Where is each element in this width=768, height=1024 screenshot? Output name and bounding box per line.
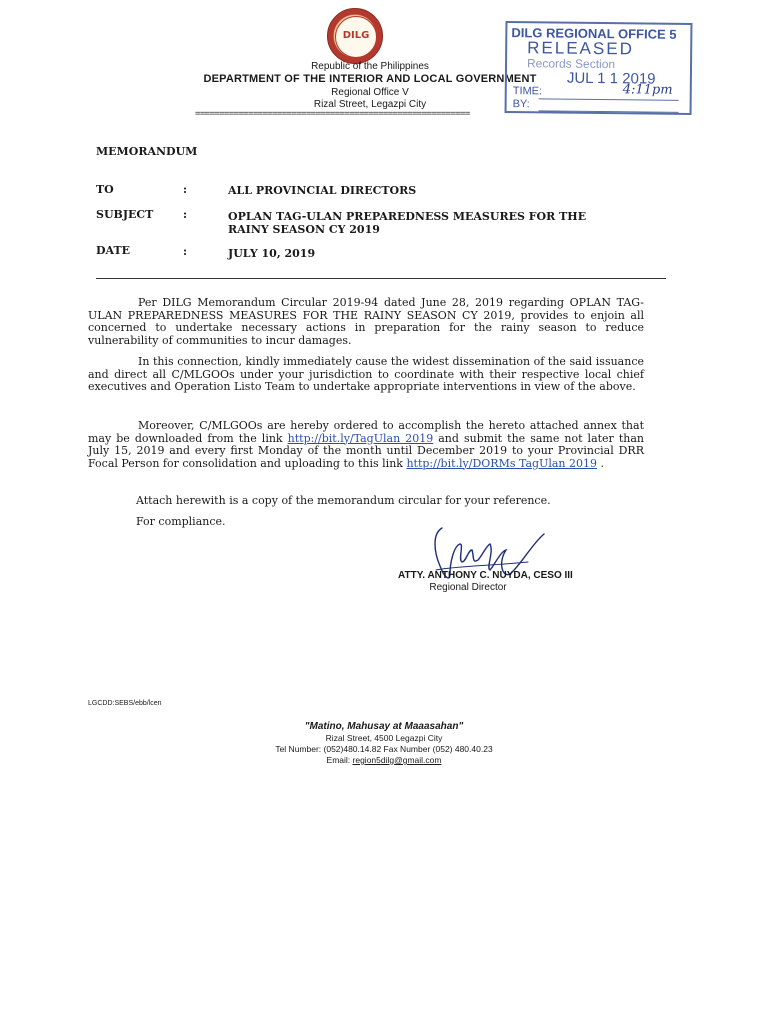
header-department: DEPARTMENT OF THE INTERIOR AND LOCAL GOVERNMENT — [203, 73, 537, 85]
stamp-time-value: 4:11pm — [622, 82, 673, 98]
paragraph-3-text-a: Moreover, C/MLGOOs are hereby ordered to accomplish the hereto attached annex that may be downloaded from the link — [88, 419, 644, 445]
tagulan-link[interactable]: http://bit.ly/TagUlan 2019 — [287, 431, 434, 445]
header-region: Regional Office V — [331, 87, 409, 98]
footer-email-link[interactable]: region5dilg@gmail.com — [352, 755, 442, 765]
subject-label: SUBJECT — [96, 208, 154, 221]
memo-title: MEMORANDUM — [96, 145, 198, 158]
footer-telephone: Tel Number: (052)480.14.82 Fax Number (052) 480.40.23 — [275, 744, 493, 754]
footer-address: Rizal Street, 4500 Legazpi City — [325, 733, 443, 743]
header-divider: ========================================================= — [195, 109, 470, 119]
stamp-date: JUL 1 1 2019 — [566, 69, 656, 88]
stamp-time-line — [539, 98, 679, 100]
footer-email-line — [218, 755, 550, 765]
reference-code: LGCDD:SEBS/ebb/lcen — [88, 700, 162, 707]
footer-email-label: Email: — [326, 755, 353, 765]
dilg-seal-logo — [327, 8, 383, 64]
to-colon: : — [183, 183, 188, 196]
seal-text: DILG — [342, 30, 370, 41]
date-label: DATE — [96, 244, 131, 257]
header-rule — [96, 278, 666, 279]
to-value: ALL PROVINCIAL DIRECTORS — [228, 184, 417, 197]
paragraph-1: Per DILG Memorandum Circular 2019-94 dated June 28, 2019 regarding OPLAN TAG-ULAN PREPAREDNESS MEASURES FOR THE RAINY SEASON CY 2019, provides to enjoin all concerned to undertake necessary actions in preparation for the rainy season to reduce vulnerability of communities to incur damages. — [88, 296, 644, 347]
seal-inner — [335, 16, 377, 58]
stamp-time-label: TIME: — [512, 85, 543, 98]
paragraph-5: For compliance. — [136, 515, 226, 528]
header-republic: Republic of the Philippines — [311, 61, 429, 72]
paragraph-2: In this connection, kindly immediately cause the widest dissemination of the said issuance and direct all C/MLGOOs under your jurisdiction to coordinate with their respective local chief executives and Operation Listo Team to undertake appropriate interventions in view of the above. — [88, 355, 644, 393]
stamp-by-line — [539, 110, 679, 112]
header-address: Rizal Street, Legazpi City — [313, 99, 427, 110]
released-stamp — [505, 21, 693, 115]
to-label: TO — [96, 183, 114, 196]
paragraph-4: Attach herewith is a copy of the memorandum circular for your reference. — [136, 494, 551, 507]
paragraph-3-text-b: and submit the same not later than July 15, 2019 and every first Monday of the month until December 2019 to your Provincial DRR Focal Person for consolidation and uploading to this link — [88, 431, 645, 470]
stamp-section: Records Section — [526, 56, 616, 72]
stamp-status: RELEASED — [527, 38, 635, 59]
stamp-office: DILG REGIONAL OFFICE 5 — [511, 25, 677, 42]
paragraph-3-text-c: . — [596, 456, 604, 470]
stamp-by-label: BY: — [512, 98, 530, 111]
date-colon: : — [183, 245, 188, 258]
date-value: JULY 10, 2019 — [228, 247, 316, 260]
subject-value: OPLAN TAG-ULAN PREPAREDNESS MEASURES FOR THE RAINY SEASON CY 2019 — [228, 210, 587, 236]
paragraph-3 — [88, 420, 644, 470]
signatory-position: Regional Director — [429, 582, 507, 593]
subject-colon: : — [183, 208, 188, 221]
footer-motto: "Matino, Mahusay at Maaasahan" — [304, 721, 464, 732]
signatory-name: ATTY. ANTHONY C. NUYDA, CESO III — [398, 570, 573, 581]
dorms-link[interactable]: http://bit.ly/DORMs TagUlan 2019 — [406, 456, 597, 470]
